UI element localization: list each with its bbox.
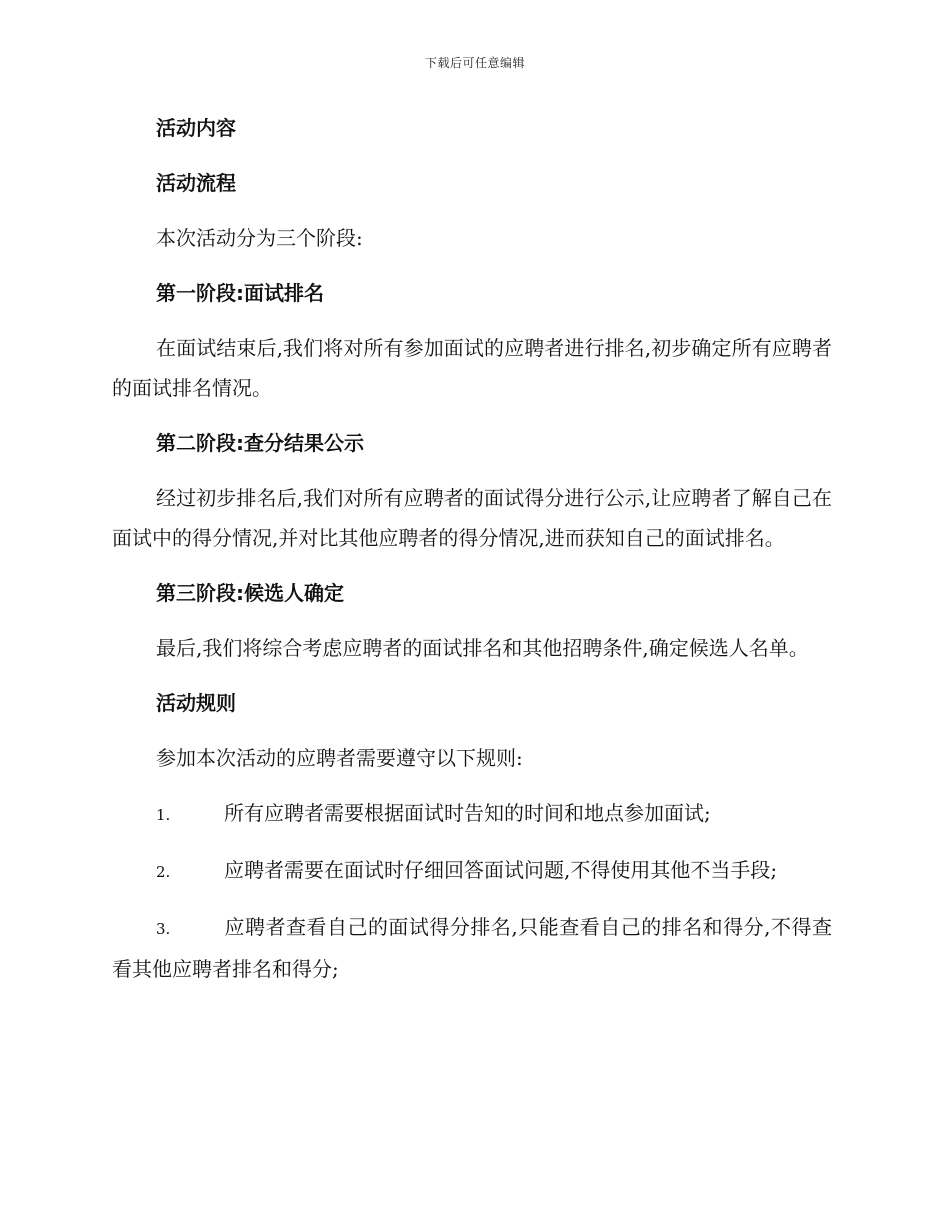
rule-text: 所有应聘者需要根据面试时告知的时间和地点参加面试; xyxy=(224,801,711,825)
document-body xyxy=(112,108,832,1004)
heading-activity-content: 活动内容 xyxy=(156,116,236,140)
rule-number: 3. xyxy=(156,920,171,938)
rule-text: 应聘者需要在面试时仔细回答面试问题,不得使用其他不当手段; xyxy=(224,858,778,882)
rule-number: 2. xyxy=(156,863,171,881)
heading-stage-3: 第三阶段:候选人确定 xyxy=(156,581,344,605)
stage-1-body: 在面试结束后,我们将对所有参加面试的应聘者进行排名,初步确定所有应聘者的面试排名情况。 xyxy=(112,336,832,400)
page-header: 下载后可任意编辑 xyxy=(424,56,525,70)
stage-3-body: 最后,我们将综合考虑应聘者的面试排名和其他招聘条件,确定候选人名单。 xyxy=(156,636,809,660)
rule-text: 应聘者查看自己的面试得分排名,只能查看自己的排名和得分,不得查看其他应聘者排名和得分; xyxy=(112,915,832,981)
process-intro: 本次活动分为三个阶段: xyxy=(156,226,363,250)
heading-stage-2: 第二阶段:查分结果公示 xyxy=(156,431,364,455)
heading-activity-process: 活动流程 xyxy=(156,171,236,195)
rule-item-1 xyxy=(112,793,832,835)
heading-activity-rules: 活动规则 xyxy=(156,691,236,715)
heading-stage-1: 第一阶段:面试排名 xyxy=(156,281,324,305)
rule-item-3 xyxy=(112,907,832,989)
rule-number: 1. xyxy=(156,806,171,824)
stage-2-body: 经过初步排名后,我们对所有应聘者的面试得分进行公示,让应聘者了解自己在面试中的得分情况,并对比其他应聘者的得分情况,进而获知自己的面试排名。 xyxy=(112,486,832,550)
rules-intro: 参加本次活动的应聘者需要遵守以下规则: xyxy=(156,746,523,770)
rule-item-2 xyxy=(112,850,832,892)
